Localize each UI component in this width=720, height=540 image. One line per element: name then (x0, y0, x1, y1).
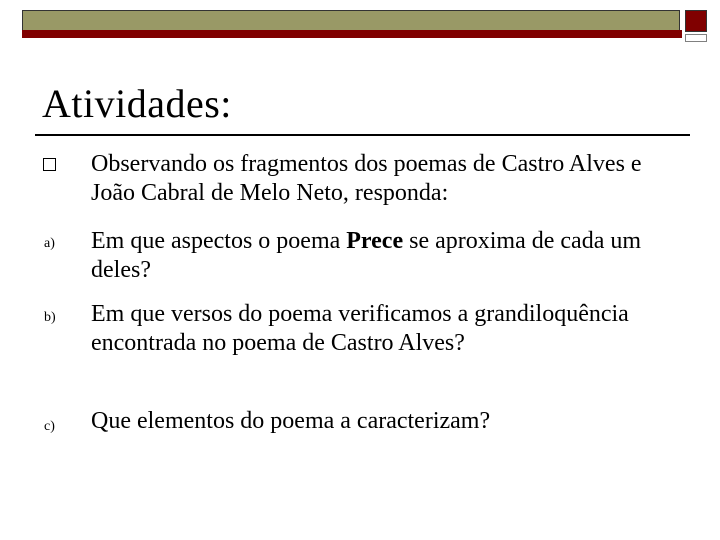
title-divider (35, 134, 690, 136)
header-stripe (22, 30, 682, 38)
question-a-emphasis: Prece (346, 228, 404, 254)
question-c: Que elementos do poema a caracterizam? (91, 408, 491, 434)
intro-text: Observando os fragmentos dos poemas de Castro Alves e João Cabral de Melo Neto, responda: (91, 151, 642, 206)
question-a-marker: a) (44, 236, 55, 251)
hollow-square-bullet-icon (43, 158, 56, 171)
question-a-text-after: se aproxima de cada um deles? (91, 228, 642, 283)
question-b-marker: b) (44, 310, 56, 325)
question-a (91, 227, 681, 285)
question-b: Em que versos do poema verificamos a grandiloquência encontrada no poema de Castro Alves? (91, 301, 629, 356)
question-a-text-before: Em que aspectos o poema (91, 228, 347, 254)
header-bar (22, 10, 680, 32)
header-corner-box (685, 10, 707, 32)
slide-title: Atividades: (42, 81, 232, 126)
question-c-marker: c) (44, 419, 55, 434)
header-corner-box-outline (685, 34, 707, 42)
